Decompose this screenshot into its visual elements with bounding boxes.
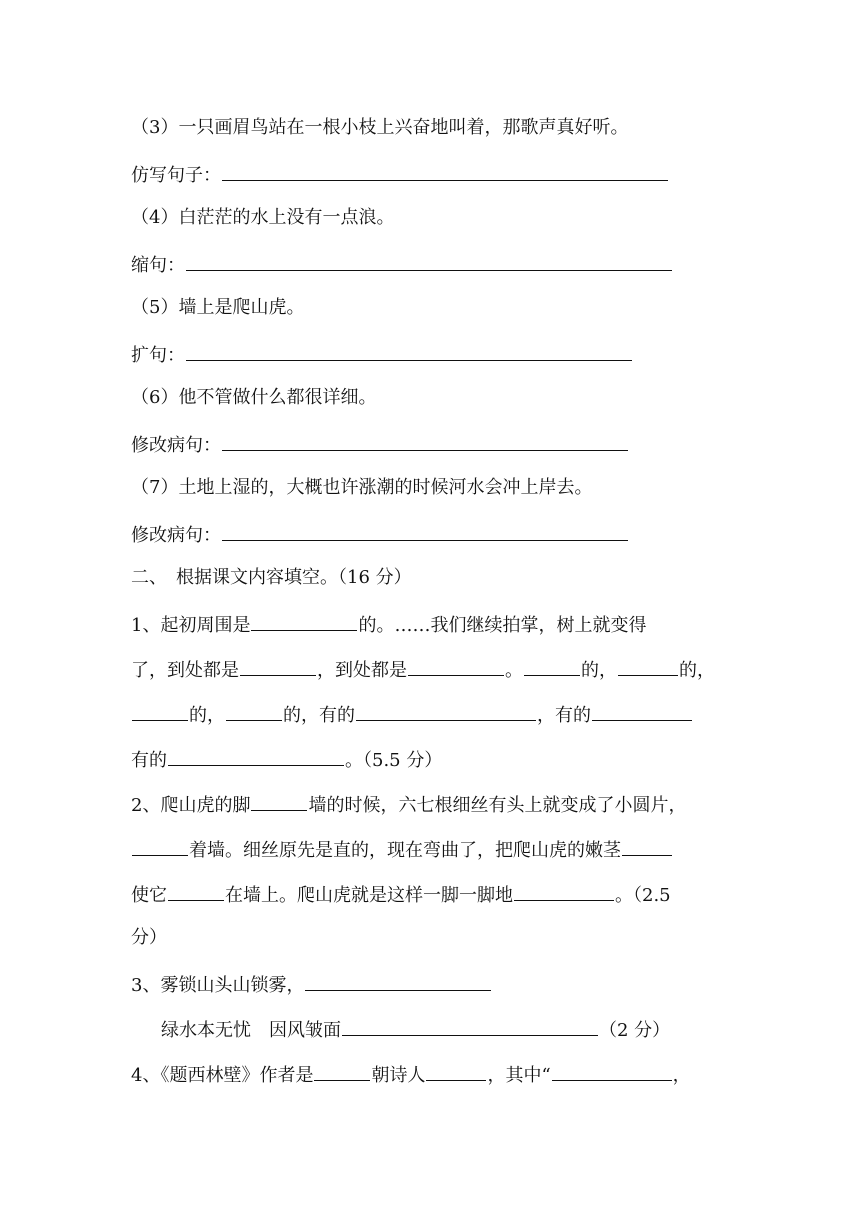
question-7-text: （7）土地上湿的，大概也许涨潮的时候河水会冲上岸去。: [131, 477, 593, 498]
answer-blank[interactable]: [222, 520, 628, 541]
fill-3-line-2: [161, 1015, 761, 1044]
answer-label: 修改病句：: [131, 435, 221, 456]
answer-label: 扩句：: [131, 345, 185, 366]
fill-blank[interactable]: [356, 700, 536, 721]
fill-blank[interactable]: [408, 655, 504, 676]
question-6: [131, 385, 731, 411]
fill-1-text: 1、起初周围是 的。……我们继续拍掌，树上就变得: [131, 610, 646, 639]
question-6-text: （6）他不管做什么都很详细。: [131, 387, 377, 408]
answer-blank[interactable]: [222, 160, 668, 181]
section-2-heading: [131, 565, 731, 591]
fill-1-line-2: [131, 655, 731, 684]
fill-blank[interactable]: [314, 1060, 370, 1081]
fill-2-line-3: [131, 880, 731, 909]
answer-line-4: [131, 250, 731, 279]
fill-1-line-1: [131, 610, 731, 639]
fill-2-text: 着墙。细丝原先是直的，现在弯曲了，把爬山虎的嫩茎: [131, 835, 673, 864]
fill-3-text: 绿水本无忧 因风皱面: [161, 1020, 341, 1041]
fill-2-text: 2、爬山虎的脚 墙的时候，六七根细丝有头上就变成了小圆片，: [131, 790, 686, 819]
question-4-text: （4）白茫茫的水上没有一点浪。: [131, 207, 395, 228]
question-7: [131, 475, 731, 501]
fill-blank[interactable]: [524, 655, 580, 676]
fill-3-score: （2 分）: [599, 1020, 671, 1041]
question-4: [131, 205, 731, 231]
fill-blank[interactable]: [226, 700, 282, 721]
answer-label: 缩句：: [131, 255, 185, 276]
answer-line-3: [131, 160, 731, 189]
fill-1-text: 有的: [131, 750, 167, 771]
question-3: [131, 115, 731, 141]
fill-blank[interactable]: [240, 655, 316, 676]
fill-blank[interactable]: [168, 745, 344, 766]
answer-blank[interactable]: [222, 430, 628, 451]
fill-3-text: 3、雾锁山头山锁雾，: [131, 975, 305, 996]
answer-blank[interactable]: [186, 250, 672, 271]
fill-blank[interactable]: [342, 1015, 598, 1036]
fill-blank[interactable]: [305, 970, 491, 991]
fill-3-line-1: [131, 970, 731, 999]
question-5: [131, 295, 731, 321]
fill-2-text: 使它 在墙上。爬山虎就是这样一脚一脚地 。（2.5: [131, 880, 671, 909]
fill-blank[interactable]: [132, 835, 188, 856]
answer-label: 修改病句：: [131, 525, 221, 546]
fill-1-line-4: [131, 745, 731, 774]
fill-1-text: 了，到处都是 ，到处都是 。 的， 的，: [131, 655, 715, 684]
fill-blank[interactable]: [168, 880, 224, 901]
fill-1-score: 。（5.5 分）: [345, 750, 443, 771]
fill-2-line-1: [131, 790, 731, 819]
answer-label: 仿写句子：: [131, 165, 221, 186]
fill-4-line-1: [131, 1060, 731, 1089]
answer-line-5: [131, 340, 731, 369]
fill-blank[interactable]: [426, 1060, 486, 1081]
fill-blank[interactable]: [622, 835, 672, 856]
fill-1-text: 的， 的，有的 ，有的: [131, 700, 693, 729]
fill-blank[interactable]: [618, 655, 678, 676]
question-5-text: （5）墙上是爬山虎。: [131, 297, 305, 318]
fill-blank[interactable]: [251, 790, 307, 811]
answer-line-6: [131, 430, 731, 459]
answer-blank[interactable]: [186, 340, 632, 361]
fill-2-line-2: [131, 835, 731, 864]
fill-blank[interactable]: [552, 1060, 672, 1081]
fill-blank[interactable]: [514, 880, 614, 901]
fill-blank[interactable]: [132, 700, 188, 721]
answer-line-7: [131, 520, 731, 549]
fill-2-score: 分）: [131, 927, 167, 948]
fill-blank[interactable]: [592, 700, 692, 721]
fill-2-line-4: [131, 925, 731, 951]
fill-4-text: 4、《题西林壁》作者是 朝诗人 ，其中“ ，: [131, 1060, 691, 1089]
question-3-text: （3）一只画眉鸟站在一根小枝上兴奋地叫着，那歌声真好听。: [131, 117, 629, 138]
section-heading-text: 二、 根据课文内容填空。（16 分）: [131, 567, 412, 588]
fill-1-line-3: [131, 700, 731, 729]
fill-blank[interactable]: [251, 610, 357, 631]
